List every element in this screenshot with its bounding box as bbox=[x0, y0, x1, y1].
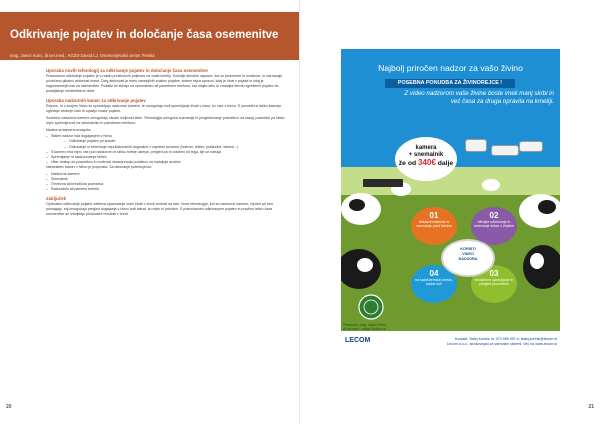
benefit-list bbox=[46, 134, 286, 165]
list-item: – Računalnik ali pametni telefon bbox=[46, 186, 99, 191]
benefit-03: 03 enostavno upravljanje in pregled posnetkov bbox=[471, 265, 517, 303]
section-heading: Uporaba novih tehnologij za odkrivanje pojatev in določanje časa osemenitve bbox=[46, 68, 208, 73]
contact-line: Kontakt: Tadej Kortnik m: 070 559 997 e: tadej.kortnik@lecom.si bbox=[454, 337, 557, 341]
list-item: – Hiter dostop do posnetkov in možnost shranjevanja podatkov za nadaljnje analize bbox=[46, 159, 181, 164]
list-item: – Odkrivanje pojatev pri kravah bbox=[64, 139, 116, 144]
article-title: Odkrivanje pojatev in določanje časa osemenitve bbox=[10, 29, 279, 41]
recorder-device-icon bbox=[363, 179, 403, 187]
offer-banner: POSEBNA PONUDBA ZA ŽIVINOREJCE ! bbox=[385, 79, 515, 88]
list-item: – Snemalnik bbox=[46, 176, 68, 181]
paragraph: Pravočasno odkrivanje pojatev je v rokah preizkusnih prijemov na vsaki kmetiji. Koristijo številne naprave, kot so pedometri in ovratnice, ki zaznavajo povečano gibalno aktivnost krave. Dvig aktivnosti je eden zanesljivih znakov pojatve; sistem rejca opozori, kdaj je žival v pojatvi in kdaj je najprimernejši čas za osemenitev. Podatki se zbirajo na računalniku ali pametnem telefonu, kar olajša delo in zmanjša število zgrešenih pojatev ter podaljšanje medtelitvene dobe. bbox=[46, 74, 283, 94]
list-item: – Nadzorne kamere bbox=[46, 171, 80, 176]
benefits-center: KORISTI VIDEO NADZORA bbox=[441, 239, 495, 277]
ad-footer bbox=[341, 331, 560, 357]
dome-camera-icon bbox=[465, 139, 487, 152]
price-item-recorder: + snemalnik bbox=[408, 152, 444, 158]
paragraph: Optimalno odkrivanje pojatev zahteva opazovanje vseh živali v čredi večkrat na dan. Nove tehnologije, kot so nadzorne kamere, rejcem pri tem pomagajo, saj omogočajo pregled dogajanja v hlevu tudi takrat, ko rejec ni prisoten. S pravočasnim odkrivanjem pojatev in pravilno izbiro časa osemenitve se izboljšajo plodnostni rezultati v čredi. bbox=[46, 201, 274, 217]
bullet-camera-icon bbox=[519, 141, 543, 152]
right-page bbox=[300, 0, 600, 424]
paragraph: Nadzorna kamera omogoča: bbox=[46, 127, 92, 132]
list-item: – Odkrivanje in reševanje nepričakovanih dogodkov v zaprtem prostoru (bolezni, telitev, poškodbe, tatvine...) bbox=[64, 144, 239, 149]
benefit-01: 01 dokazni material in varovanje pred tatvino bbox=[411, 207, 457, 245]
benefits-diagram bbox=[399, 199, 529, 319]
advertisement bbox=[341, 49, 560, 357]
list-item: – Stalen nadzor nad dogajanjem v hlevu bbox=[46, 134, 113, 139]
ad-headline: Najbolj priročen nadzor za vašo živino bbox=[378, 63, 523, 73]
article-body bbox=[46, 64, 286, 219]
paragraph: Rejcem, ki v svojem hlevu že uporabljajo nadzorne kamere, te omogočajo tudi spremljanje živali v času, ko niso v hlevu. S posnetki si lahko kasneje ogledajo vedenje krav in opazijo znake pojatve. bbox=[46, 104, 282, 114]
price-bubble bbox=[395, 137, 457, 181]
section-heading: Uporaba nadzornih kamer za odkrivanje pojatev bbox=[46, 98, 146, 104]
list-item: – Omrežna ali brezžična povezava bbox=[46, 181, 104, 186]
page-number: 21 bbox=[588, 404, 594, 410]
page-number: 20 bbox=[6, 404, 12, 410]
list-item: – S kamero ima rejec vse pod nadzorom in lahko hitreje ukrepa, pregled pa ni odvisen od tega, kje se nahaja bbox=[46, 149, 222, 154]
title-band bbox=[0, 12, 300, 60]
price-item-camera: kamera bbox=[415, 145, 437, 151]
paragraph: Sodobne nadzorne kamere omogočajo visoko ločljivost slike. Tehnologija omogoča snemanje in pregledovanje posnetkov za nazaj, posnetke pa lahko rejec spremlja tudi na računalniku in pametnem telefonu. bbox=[46, 116, 285, 126]
benefit-02: 02 hitrejše odkrivanje in reševanje težav z živalmi bbox=[471, 207, 517, 245]
recommendation-text: Priporoča: mag. Janez Kunc, dr.vet.med., vodja Službe za bbox=[343, 323, 387, 332]
contact-line: Lecom d.o.o., strokovnjaki za varnostni sistemi. Več na www.lecom.si bbox=[446, 342, 557, 346]
price-line: že od 340€ dalje bbox=[398, 158, 454, 167]
paragraph: Namestitev kamer v hlevu je preprosta. Za delovanje potrebujemo: bbox=[46, 164, 152, 169]
contact-info bbox=[399, 337, 557, 347]
article-authors: mag. Janez Kunc, dr.vet.med., KGZS-Zavod LJ, Osemenjevalni center Preska bbox=[10, 53, 155, 58]
bullet-camera-icon bbox=[491, 145, 519, 156]
section-heading: Zaključek bbox=[46, 195, 67, 201]
requirements-list bbox=[46, 172, 286, 192]
list-item: – Spremljanje in nadzorovanje telitev bbox=[46, 154, 107, 159]
company-logo: LECOM bbox=[345, 337, 371, 344]
seal-icon bbox=[355, 293, 387, 321]
price-value: 340€ bbox=[418, 158, 436, 167]
ad-subheadline: Z video nadzorom vaše živine boste imeli manj skrbi in več časa za druga opravila na kmetiji. bbox=[404, 90, 554, 105]
benefit-04: 04 na kakršnemkoli mestu, kadar koli bbox=[411, 265, 457, 303]
